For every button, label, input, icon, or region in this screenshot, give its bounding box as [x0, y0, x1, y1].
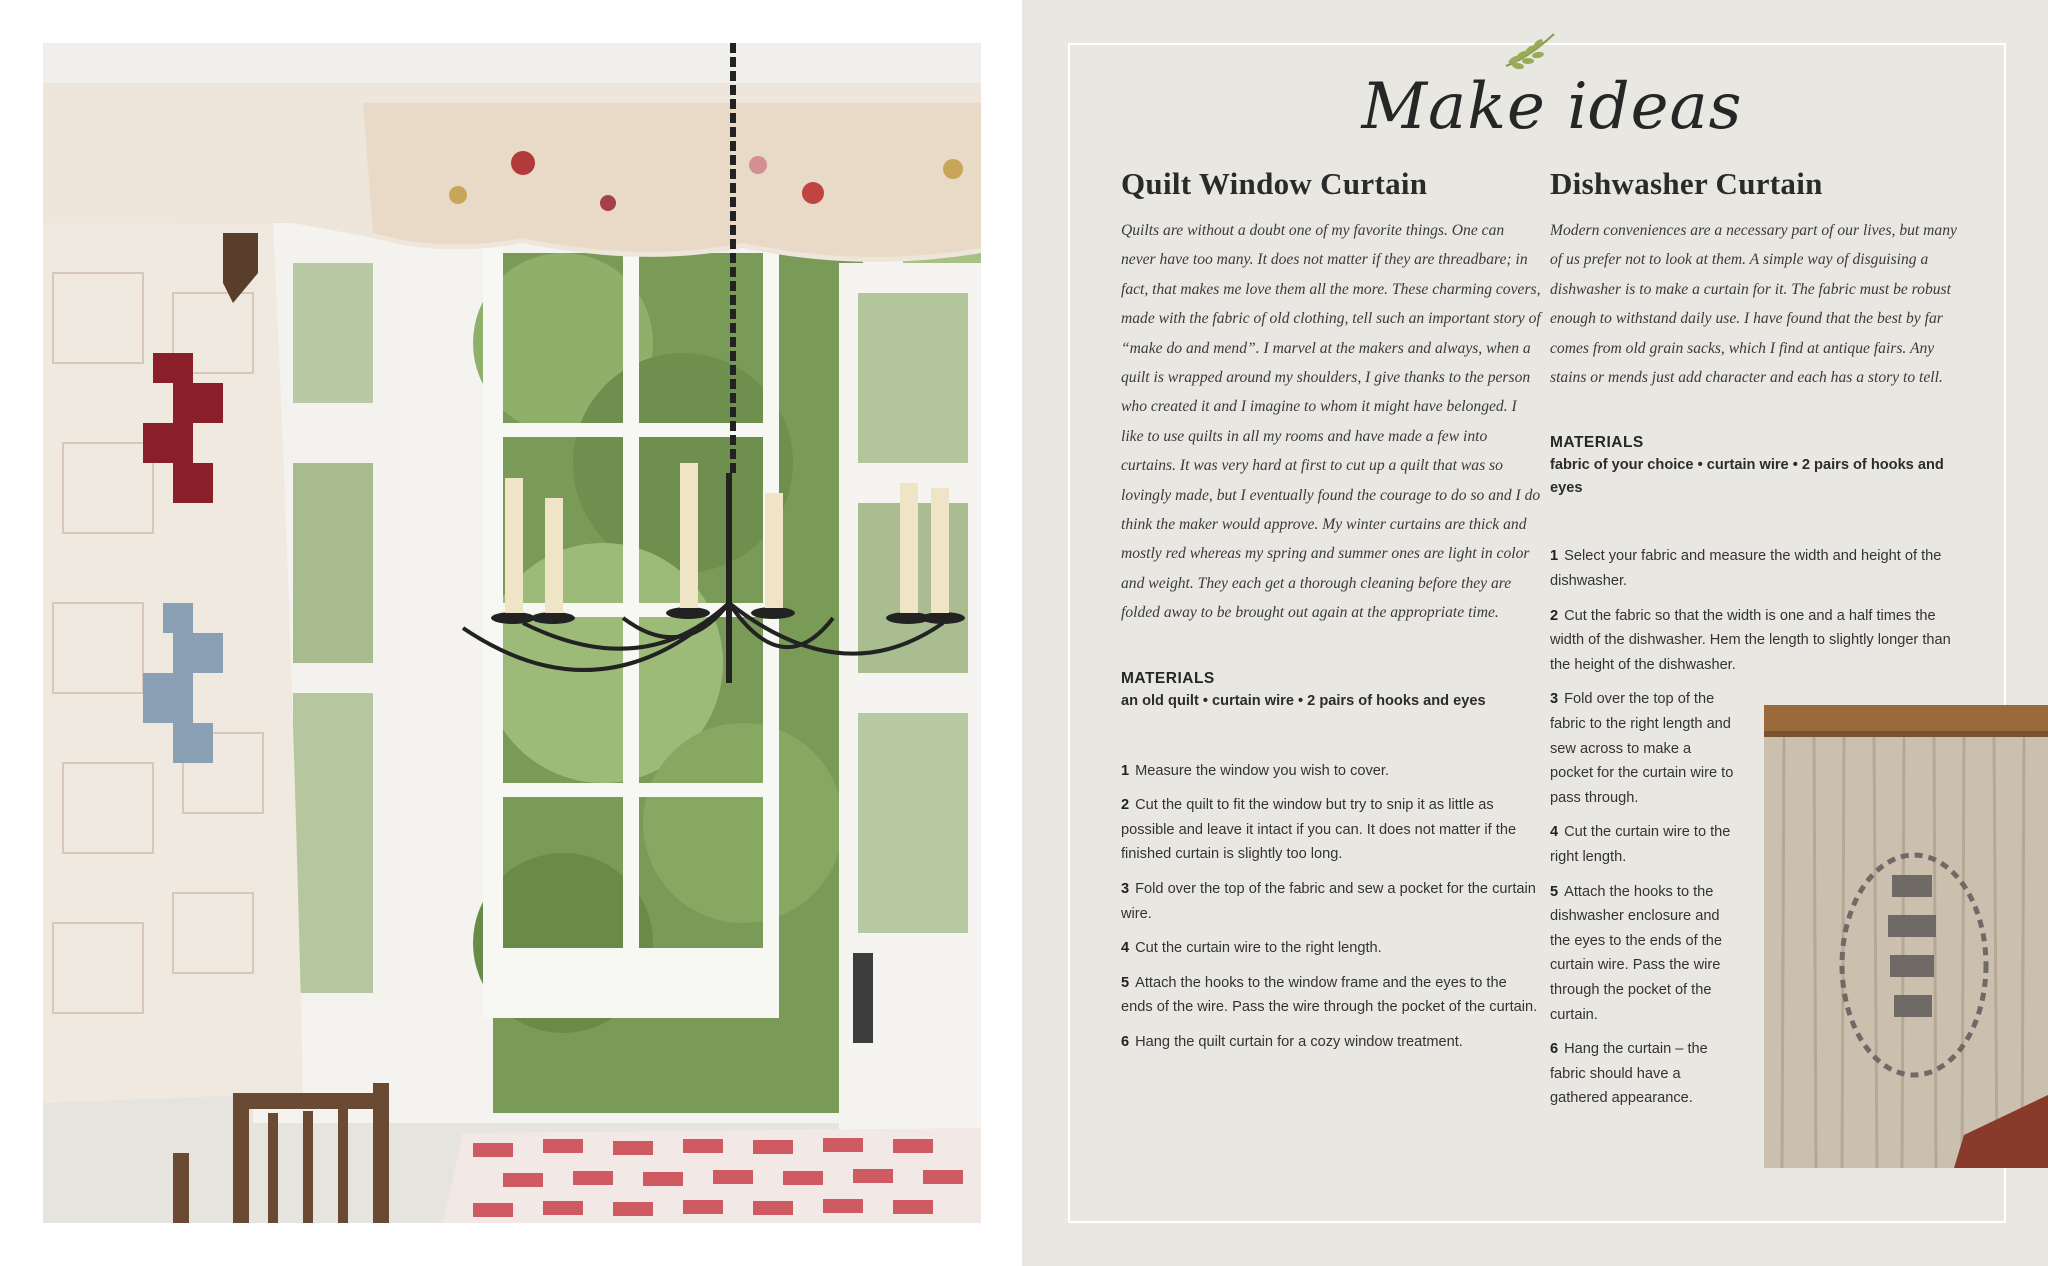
left-page [0, 0, 1022, 1266]
section-title: Make ideas [1361, 70, 1743, 144]
step: 5 Attach the hooks to the dishwasher enclosure and the eyes to the ends of the curtain wire. Pass the wire through the pocket of the curtain. [1550, 883, 1723, 1023]
materials-heading: MATERIALS [1121, 669, 1215, 687]
quilt-steps [1121, 759, 1541, 1055]
step: 6 Hang the quilt curtain for a cozy window treatment. [1121, 1034, 1463, 1051]
materials-list: an old quilt • curtain wire • 2 pairs of hooks and eyes [1121, 692, 1486, 709]
dishwasher-curtain-intro: Modern conveniences are a necessary part of our lives, but many of us prefer not to look at them. A simple way of disguising a dishwasher is to make a curtain for it. The fabric must be robust enough to withstand daily use. I have found that the best by far comes from old grain sacks, which I find at antique fairs. Any stains or mends just add character and each has a story to tell. [1550, 222, 1957, 387]
step: 3 Fold over the top of the fabric to the right length and sew across to make a pocket for the curtain wire to pass through. [1550, 691, 1734, 806]
quilt-curtain-column [1121, 166, 1541, 1065]
step: 1 Select your fabric and measure the width and height of the dishwasher. [1550, 548, 1942, 590]
dishwasher-curtain-title: Dishwasher Curtain [1550, 166, 1823, 201]
dishwasher-curtain-photo [1764, 705, 2048, 1168]
quilt-curtain-intro: Quilts are without a doubt one of my favorite things. One can never have too many. It does not matter if they are threadbare; in fact, that makes me love them all the more. These charming covers, made with the fabric of old clothing, tell such an important story of “make do and mend”. I marvel at the makers and always, when a quilt is wrapped around my shoulders, I give thanks to the person who created it and I imagine to whom it might have belonged. I like to use quilts in all my rooms and have made a few into curtains. It was very hard at first to cut up a quilt that was so lovingly made, but I eventually found the courage to do so and I do think the maker would approve. My winter curtains are thick and mostly red whereas my spring and summer ones are light in color and weight. They each get a thorough cleaning before they are folded away to be brought out again at the appropriate time. [1121, 222, 1541, 622]
sprig-icon [1498, 28, 1562, 72]
step: 2 Cut the quilt to fit the window but try to snip it as little as possible and leave it intact if you can. It does not matter if the finished curtain is slightly too long. [1121, 797, 1517, 863]
step: 4 Cut the curtain wire to the right length. [1550, 824, 1731, 865]
step: 5 Attach the hooks to the window frame and the eyes to the ends of the wire. Pass the wire through the pocket of the curtain. [1121, 974, 1538, 1016]
quilt-curtain-title: Quilt Window Curtain [1121, 166, 1428, 201]
quilt-materials [1121, 670, 1541, 713]
dishwasher-materials [1550, 434, 1960, 500]
step: 6 Hang the curtain – the fabric should have a gathered appearance. [1550, 1041, 1708, 1107]
window-curtain-photo [43, 43, 981, 1223]
step: 3 Fold over the top of the fabric and sew a pocket for the curtain wire. [1121, 881, 1536, 922]
materials-heading: MATERIALS [1550, 434, 1644, 452]
materials-list: fabric of your choice • curtain wire • 2 pairs of hooks and eyes [1550, 457, 1944, 497]
right-page [1022, 0, 2048, 1266]
step: 2 Cut the fabric so that the width is one and a half times the width of the dishwasher. Hem the length to slightly longer than the height of the dishwasher. [1550, 607, 1951, 673]
step: 1 Measure the window you wish to cover. [1121, 762, 1390, 779]
step: 4 Cut the curtain wire to the right length. [1121, 940, 1382, 957]
